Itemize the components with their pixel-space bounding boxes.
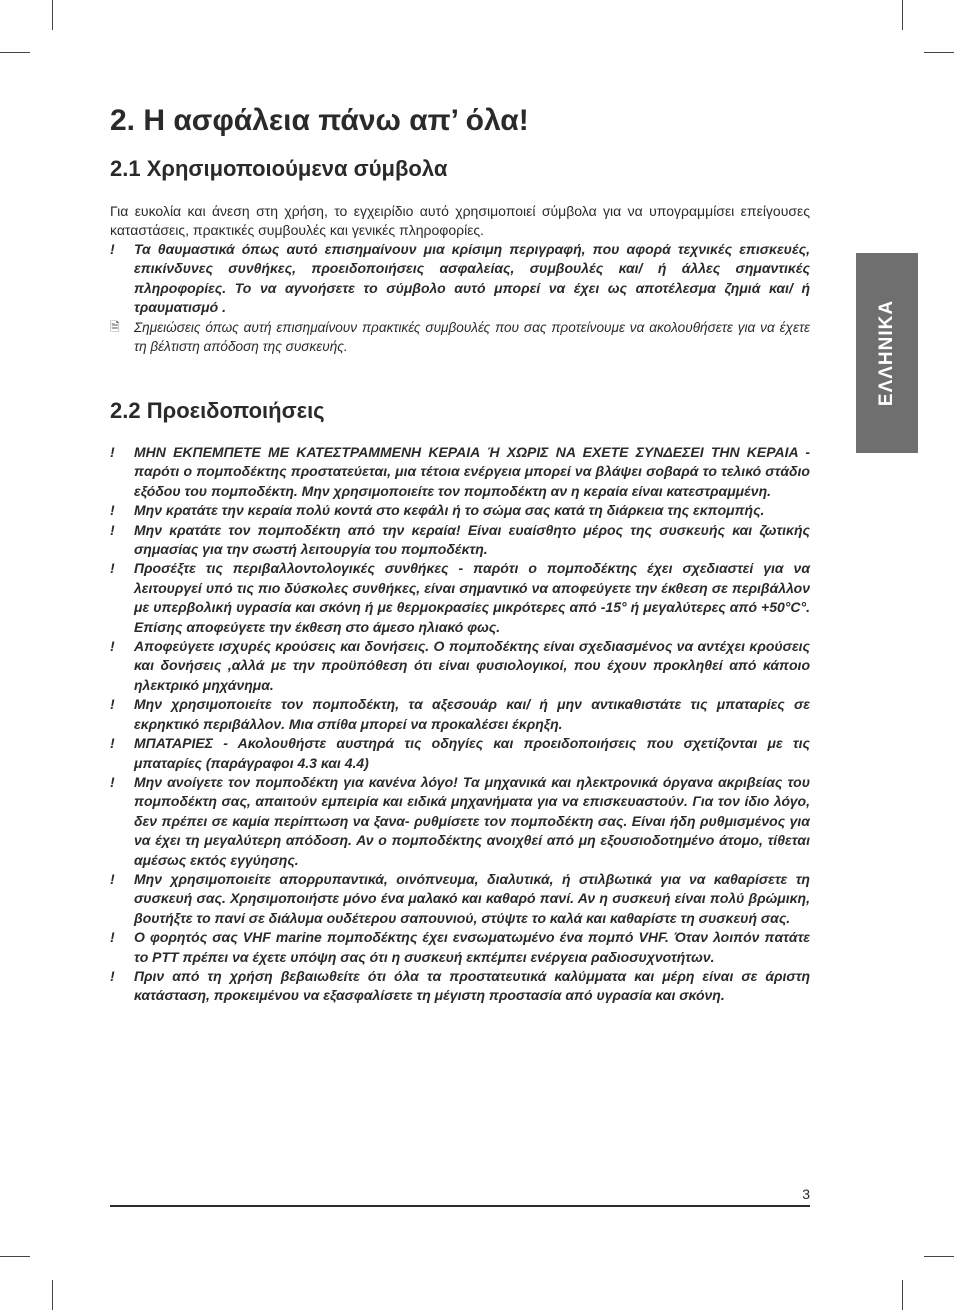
exclamation-icon: !: [110, 638, 115, 655]
list-item-text: Μην χρησιμοποιείτε τον πομποδέκτη, τα αξεσουάρ και/ ή μην αντικαθιστάτε τις μπαταρίες σε εκρηκτικό περιβάλλον. Μια σπίθα μπορεί να προκαλέσει έκρηξη.: [134, 696, 810, 732]
list-item: [110, 773, 810, 870]
list-item-text: Προσέξτε τις περιβαλλοντολογικές συνθήκες - παρότι ο πομποδέκτης έχει σχεδιαστεί για να λειτουργεί υπό τις πιο δύσκολες συνθήκες, είναι σημαντικό να αποφεύγετε την έκθεση σε περιβάλλον με υπερβολική υγρασία και σκόνη ή με θερμοκρασίες μικρότερες από -15° ή μεγαλύτερες από +50°C°. Επίσης αποφεύγετε την έκθεση στο άμεσο ηλιακό φως.: [134, 560, 810, 635]
list-item-text: Μην ανοίγετε τον πομποδέκτη για κανένα λόγο! Τα μηχανικά και ηλεκτρονικά όργανα ακριβείας του πομποδέκτη σας, απαιτούν εμπειρία και ειδικά μηχανήματα για να επισκευαστούν. Για τον ίδιο λόγο, δεν πρέπει σε καμία περίπτωση να ξανα- ρυθμίσετε τον πομποδέκτη σας. Είναι ήδη ρυθμισμένος για να έχει τη μεγαλύτερη απόδοση. Αν ο πομποδέκτης ανοιχθεί από μη εξουσιοδοτημένο άτομο, τίθεται αμέσως εκτός εγγύησης.: [134, 773, 810, 868]
language-tab-label: ΕΛΛΗΝΙΚΑ: [876, 299, 897, 407]
list-item-text: Πριν από τη χρήση βεβαιωθείτε ότι όλα τα προστατευτικά καλύμματα και μέρη είναι σε άριστη κατάσταση, προκειμένου να εξασφαλίσετε τη μέγιστη προστασία από υγρασία και σκόνη.: [134, 967, 810, 1004]
warnings-list: [110, 443, 810, 1006]
language-tab: [856, 253, 918, 453]
exclamation-icon: !: [110, 241, 115, 257]
list-item: [110, 928, 810, 967]
crop-mark: [52, 1280, 53, 1310]
exclamation-icon: !: [110, 870, 115, 887]
list-item: [110, 443, 810, 501]
list-item-text: Τα θαυμαστικά όπως αυτό επισημαίνουν μια κρίσιμη περιγραφή, που αφορά τεχνικές επισκευές, επικίνδυνες συνθήκες, προειδοποιήσεις ασφαλείας, συμβουλές και/ ή άλλες σημαντικές πληροφορίες. Το να αγνοήσετε το σύμβολο αυτό μπορεί να έχει ως αποτέλεσμα ζημιά και/ ή τραυματισμό .: [134, 241, 810, 316]
footer-rule: [110, 1205, 810, 1207]
list-item-text: Σημειώσεις όπως αυτή επισημαίνουν πρακτικές συμβουλές που σας προτείνουμε να ακολουθήσετε για να έχετε τη βέλτιστη απόδοση της συσκευής.: [134, 319, 810, 355]
page-number: 3: [802, 1186, 810, 1202]
list-item: [110, 695, 810, 734]
crop-mark: [0, 52, 30, 53]
list-item-text: Μην χρησιμοποιείτε απορρυπαντικά, οινόπνευμα, διαλυτικά, ή στιλβωτικά για να καθαρίσετε τη συσκευή σας. Χρησιμοποιήστε μόνο ένα μαλακό και καθαρό πανί. Αν η συσκευή είναι πολύ βρώμικη, βουτήξτε το πανί σε διάλυμα ουδέτερου σαπουνιού, στύψτε το καλά και καθαρίστε τη συσκευή σας.: [134, 870, 810, 926]
exclamation-icon: !: [110, 735, 115, 752]
crop-mark: [924, 1256, 954, 1257]
section-title-symbols: 2.1 Χρησιμοποιούμενα σύμβολα: [110, 156, 448, 181]
crop-mark: [902, 1280, 903, 1310]
list-item-text: ΜΠΑΤΑΡΙΕΣ - Ακολουθήστε αυστηρά τις οδηγίες και προειδοποιήσεις που σχετίζονται με τις μπαταρίες (παράγραφοι 4.3 και 4.4): [134, 735, 810, 771]
exclamation-icon: !: [110, 929, 115, 946]
note-icon: 🗎: [110, 319, 120, 334]
list-item: [110, 521, 810, 560]
list-item-text: ΜΗΝ ΕΚΠΕΜΠΕΤΕ ΜΕ ΚΑΤΕΣΤΡΑΜΜΕΝΗ ΚΕΡΑΙΑ Ή ΧΩΡΙΣ ΝΑ ΕΧΕΤΕ ΣΥΝΔΕΣΕΙ ΤΗΝ ΚΕΡΑΙΑ - παρότι ο πομποδέκτης προστατεύεται, μια τέτοια ενέργεια μπορεί να βλάψει σοβαρά το τελικό στάδιο εξόδου του πομποδέκτη. Μην χρησιμοποιείτε τον πομποδέκτη αν η κεραία είναι κατεστραμμένη.: [134, 444, 810, 499]
list-item: [110, 967, 810, 1006]
exclamation-icon: !: [110, 560, 115, 577]
crop-mark: [924, 52, 954, 53]
list-item: [110, 501, 810, 520]
list-item: [110, 559, 810, 637]
symbols-list: [110, 240, 810, 356]
crop-mark: [52, 0, 53, 30]
list-item: [110, 240, 810, 318]
exclamation-icon: !: [110, 696, 115, 713]
page-title: 2. Η ασφάλεια πάνω απ’ όλα!: [110, 104, 529, 137]
exclamation-icon: !: [110, 967, 115, 984]
list-item: [110, 637, 810, 695]
section-title-warnings: 2.2 Προειδοποιήσεις: [110, 398, 325, 423]
exclamation-icon: !: [110, 502, 115, 519]
list-item: [110, 734, 810, 773]
crop-mark: [0, 1256, 30, 1257]
list-item-text: Μην κρατάτε τον πομποδέκτη από την κεραία! Είναι ευαίσθητο μέρος της συσκευής και ζωτικής σημασίας για την σωστή λειτουργία του πομποδέκτη.: [134, 521, 810, 558]
list-item: [110, 318, 810, 357]
list-item-text: Ο φορητός σας VHF marine πομποδέκτης έχει ενσωματωμένο ένα πομπό VHF. Όταν λοιπόν πατάτε το PTT πρέπει να έχετε υπόψη σας ότι η συσκευή εκπέμπει ενέργεια ραδιοσυχνοτήτων.: [134, 929, 810, 965]
exclamation-icon: !: [110, 521, 115, 538]
list-item-text: Μην κρατάτε την κεραία πολύ κοντά στο κεφάλι ή το σώμα σας κατά τη διάρκεια της εκπομπής.: [134, 502, 765, 519]
exclamation-icon: !: [110, 444, 115, 460]
exclamation-icon: !: [110, 773, 115, 790]
crop-mark: [902, 0, 903, 30]
list-item-text: Αποφεύγετε ισχυρές κρούσεις και δονήσεις. Ο πομποδέκτης είναι σχεδιασμένος να αντέχει κρούσεις και δονήσεις ,αλλά με την προϋπόθεση ότι είναι φυσιολογικοί, που έχουν προκληθεί από κάποιο ηλεκτρικό μηχάνημα.: [134, 638, 810, 693]
list-item: [110, 870, 810, 928]
section-intro: Για ευκολία και άνεση στη χρήση, το εγχειρίδιο αυτό χρησιμοποιεί σύμβολα για να υπογραμμίσει επείγουσες καταστάσεις, πρακτικές συμβουλές και γενικές πληροφορίες.: [110, 203, 810, 238]
